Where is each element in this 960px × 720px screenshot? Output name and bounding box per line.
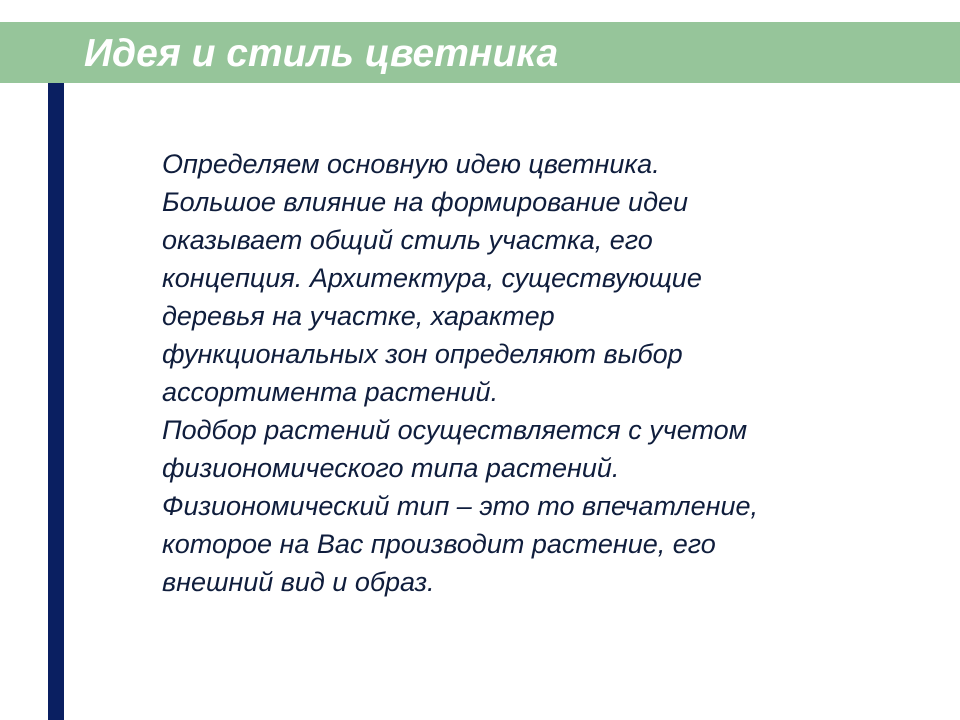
slide-title: Идея и стиль цветника (84, 32, 559, 75)
body-line: деревья на участке, характер (162, 301, 555, 331)
body-line: ассортимента растений. (162, 377, 499, 407)
body-line: функциональных зон определяют выбор (162, 339, 683, 369)
body-line: Физиономический тип – это то впечатление, (162, 491, 758, 521)
body-line: оказывает общий стиль участка, его (162, 225, 653, 255)
body-line: физиономического типа растений. (162, 453, 620, 483)
body-text (162, 145, 942, 601)
body-line: концепция. Архитектура, существующие (162, 263, 702, 293)
body-line: Определяем основную идею цветника. (162, 149, 660, 179)
body-line: Большое влияние на формирование идеи (162, 187, 689, 217)
left-accent-bar (48, 83, 64, 720)
body-line: внешний вид и образ. (162, 567, 435, 597)
body-line: которое на Вас производит растение, его (162, 529, 716, 559)
body-line: Подбор растений осуществляется с учетом (162, 415, 748, 445)
